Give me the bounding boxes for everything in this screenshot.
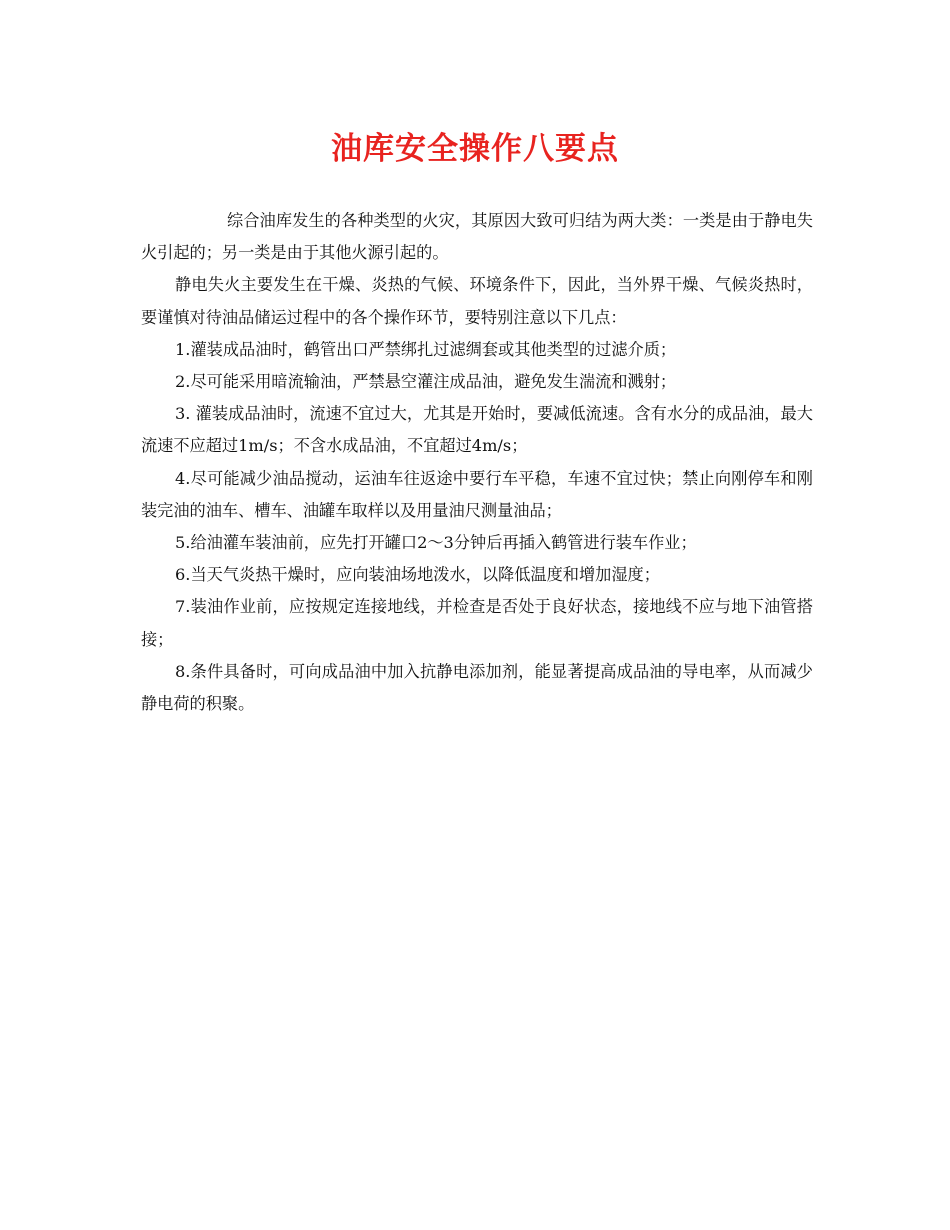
context-paragraph: 静电失火主要发生在干燥、炎热的气候、环境条件下，因此，当外界干燥、气候炎热时，要谨慎对待油品储运过程中的各个操作环节，要特别注意以下几点：	[141, 275, 813, 327]
point-2: 2.尽可能采用暗流输油，严禁悬空灌注成品油，避免发生湍流和溅射；	[175, 372, 677, 392]
point-4: 4.尽可能减少油品搅动，运油车往返途中要行车平稳，车速不宜过快；禁止向刚停车和刚装完油的油车、槽车、油罐车取样以及用量油尺测量油品；	[141, 468, 813, 520]
point-1: 1.灌装成品油时，鹤管出口严禁绑扎过滤绸套或其他类型的过滤介质；	[175, 339, 677, 359]
document-title: 油库安全操作八要点	[331, 131, 619, 167]
point-5: 5.给油灌车装油前，应先打开罐口2～3分钟后再插入鹤管进行装车作业；	[175, 533, 697, 553]
point-8: 8.条件具备时，可向成品油中加入抗静电添加剂，能显著提高成品油的导电率，从而减少静电荷的积聚。	[141, 661, 813, 714]
document-body	[141, 205, 813, 720]
intro-paragraph: 综合油库发生的各种类型的火灾，其原因大致可归结为两大类：一类是由于静电失火引起的；另一类是由于其他火源引起的。	[141, 211, 813, 263]
point-6: 6.当天气炎热干燥时，应向装油场地泼水，以降低温度和增加湿度；	[175, 565, 660, 585]
point-7: 7.装油作业前，应按规定连接地线，并检查是否处于良好状态，接地线不应与地下油管搭接；	[141, 597, 813, 649]
point-3: 3. 灌装成品油时，流速不宜过大，尤其是开始时，要减低流速。含有水分的成品油，最大流速不应超过1m/s；不含水成品油，不宜超过4m/s；	[141, 404, 813, 456]
